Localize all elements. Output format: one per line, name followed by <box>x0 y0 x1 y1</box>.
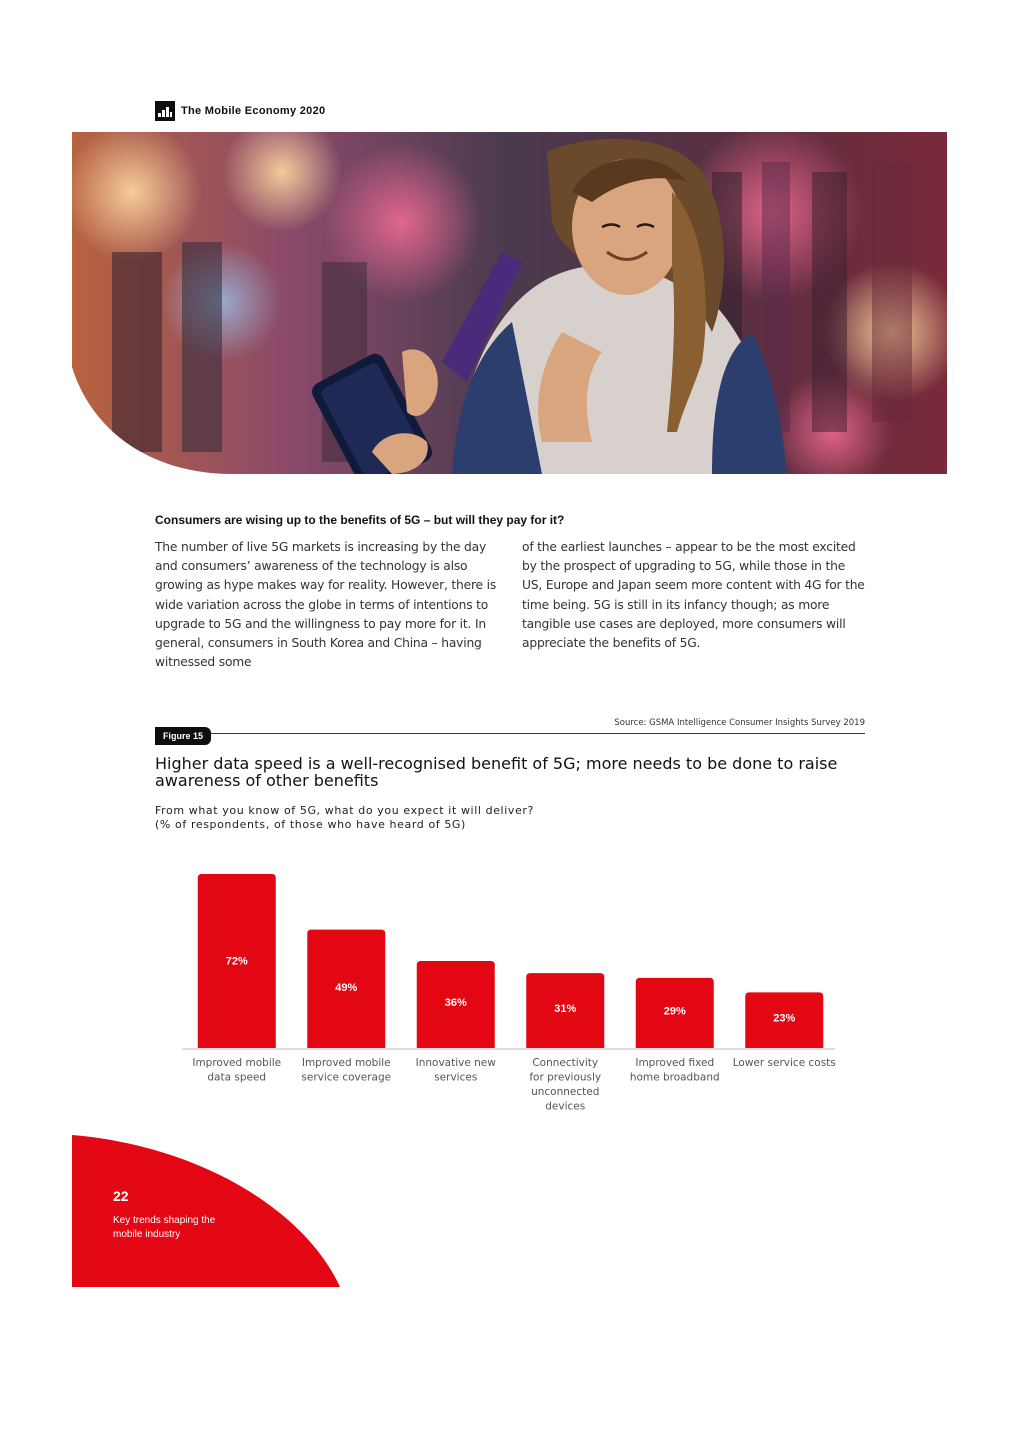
page-number: 22 <box>113 1188 129 1204</box>
tower-chart-icon <box>155 101 175 121</box>
hero-photo <box>72 132 947 474</box>
woman-smiling-at-phone-photo <box>72 132 947 474</box>
figure-source: Source: GSMA Intelligence Consumer Insights Survey 2019 <box>614 718 865 728</box>
body-column-2: of the earliest launches – appear to be the most excited by the prospect of upgrading to 5G, while those in the US, Europe and Japan seem more content with 4G for the time being. 5G is still in its infancy though; as more tangible use cases are deployed, more consumers will appreciate the benefits of 5G. <box>522 540 865 651</box>
bar-value-label: 23% <box>773 1012 796 1025</box>
category-label: Lower service costs <box>732 1057 836 1069</box>
bar-chart <box>182 860 842 1120</box>
report-title: The Mobile Economy 2020 <box>181 105 326 117</box>
figure-question <box>155 804 534 832</box>
bar-value-label: 49% <box>335 982 358 995</box>
bar-value-label: 29% <box>663 1005 686 1018</box>
figure-title: Higher data speed is a well-recognised benefit of 5G; more needs to be done to raise awareness of other benefits <box>155 754 838 790</box>
page-header <box>155 101 325 121</box>
category-label: Connectivity for previously unconnected devices <box>529 1057 602 1113</box>
body-column-1: The number of live 5G markets is increasing by the day and consumers’ awareness of the technology is also growing as hype makes way for reality. However, there is wide variation across the globe in terms of intentions to upgrade to 5G and the willingness to pay more for it. In general, consumers in South Korea and China – having witnessed some <box>155 540 497 670</box>
category-label: Improved mobile service coverage <box>301 1057 392 1084</box>
figure-divider <box>155 733 865 734</box>
question-line-1: From what you know of 5G, what do you expect it will deliver? <box>155 804 534 817</box>
bar-value-label: 31% <box>554 1003 577 1016</box>
section-heading: Consumers are wising up to the benefits of 5G – but will they pay for it? <box>155 513 565 527</box>
category-label: Innovative new services <box>415 1057 496 1084</box>
footer-accent-shape <box>72 1135 342 1287</box>
page-tagline: Key trends shaping the mobile industry <box>113 1215 216 1240</box>
figure-badge: Figure 15 <box>155 727 211 745</box>
category-label: Improved mobile data speed <box>192 1057 282 1084</box>
bar-value-label: 72% <box>225 955 248 968</box>
question-line-2: (% of respondents, of those who have heard of 5G) <box>155 818 466 831</box>
category-label: Improved fixed home broadband <box>629 1057 720 1084</box>
bar-value-label: 36% <box>444 997 467 1010</box>
